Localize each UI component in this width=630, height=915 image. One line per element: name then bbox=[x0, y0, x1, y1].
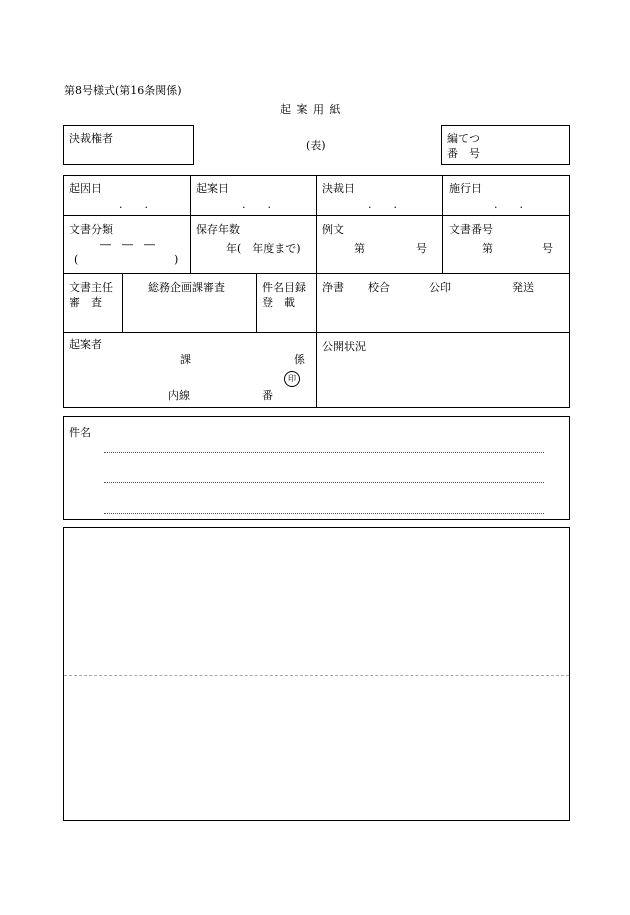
body-divider bbox=[64, 675, 569, 676]
subject-label: 件名 bbox=[69, 426, 91, 439]
filing-label-line2: 番 号 bbox=[447, 147, 480, 160]
chief-review-cell[interactable] bbox=[64, 273, 122, 332]
subject-box[interactable] bbox=[63, 416, 570, 520]
number-label: 番 bbox=[262, 389, 273, 402]
doc-number-label: 文書番号 bbox=[449, 223, 493, 236]
doc-class-dashes: ― ― ― bbox=[100, 238, 155, 251]
enforcement-date-dots: . . bbox=[494, 198, 523, 211]
section-label: 課 bbox=[180, 353, 191, 366]
chief-line1: 文書主任 bbox=[69, 281, 113, 294]
retention-label: 保存年数 bbox=[196, 223, 240, 236]
dispatch-label: 発送 bbox=[512, 281, 534, 294]
side-label: (表) bbox=[306, 139, 326, 152]
body-box[interactable] bbox=[63, 527, 570, 821]
enforcement-date-cell[interactable] bbox=[442, 176, 570, 215]
enforcement-date-label: 施行日 bbox=[449, 182, 482, 195]
approval-grid bbox=[63, 175, 570, 408]
general-affairs-review-label: 総務企画課審査 bbox=[148, 281, 225, 294]
disclosure-cell[interactable] bbox=[316, 332, 570, 407]
filing-number-box[interactable] bbox=[441, 125, 570, 165]
official-seal-label: 公印 bbox=[429, 281, 451, 294]
form-number: 第8号様式(第16条関係) bbox=[64, 84, 182, 97]
retention-cell[interactable] bbox=[190, 215, 316, 273]
decision-date-cell[interactable] bbox=[316, 176, 442, 215]
doc-class-paren-open: ( bbox=[74, 253, 79, 266]
form-title: 起 案 用 紙 bbox=[280, 103, 342, 116]
doc-class-paren-close: ) bbox=[174, 253, 179, 266]
subject-line bbox=[104, 452, 544, 453]
filing-label-line1: 編てつ bbox=[447, 132, 480, 145]
decision-date-dots: . . bbox=[368, 198, 397, 211]
subject-line bbox=[104, 482, 544, 483]
retention-value: 年( 年度まで) bbox=[226, 242, 301, 255]
clean-copy-label: 浄書 bbox=[322, 281, 344, 294]
doc-class-cell[interactable] bbox=[64, 215, 190, 273]
example-label: 例文 bbox=[322, 223, 344, 236]
drafter-cell[interactable] bbox=[64, 332, 316, 407]
seal-mark: 印 bbox=[284, 371, 300, 387]
collation-label: 校合 bbox=[368, 281, 390, 294]
doc-number-go: 号 bbox=[542, 242, 553, 255]
authority-label: 決裁権者 bbox=[69, 132, 113, 145]
doc-class-label: 文書分類 bbox=[69, 223, 113, 236]
example-dai: 第 bbox=[354, 242, 365, 255]
doc-number-dai: 第 bbox=[482, 242, 493, 255]
extension-label: 内線 bbox=[168, 389, 190, 402]
subject-line bbox=[104, 513, 544, 514]
chief-line2: 審 査 bbox=[69, 296, 102, 309]
subject-index-line2: 登 載 bbox=[262, 296, 295, 309]
processing-cell[interactable] bbox=[316, 273, 570, 332]
drafter-label: 起案者 bbox=[69, 338, 102, 351]
general-affairs-review-cell[interactable] bbox=[122, 273, 256, 332]
example-cell[interactable] bbox=[316, 215, 442, 273]
disclosure-label: 公開状況 bbox=[322, 340, 366, 353]
draft-date-dots: . . bbox=[242, 198, 271, 211]
cause-date-label: 起因日 bbox=[69, 182, 102, 195]
cause-date-cell[interactable] bbox=[64, 176, 190, 215]
decision-date-label: 決裁日 bbox=[322, 182, 355, 195]
subject-index-line1: 件名目録 bbox=[262, 281, 306, 294]
authority-box[interactable] bbox=[63, 125, 194, 165]
draft-date-cell[interactable] bbox=[190, 176, 316, 215]
doc-number-cell[interactable] bbox=[442, 215, 570, 273]
subject-index-cell[interactable] bbox=[256, 273, 316, 332]
example-go: 号 bbox=[416, 242, 427, 255]
unit-label: 係 bbox=[294, 353, 305, 366]
draft-date-label: 起案日 bbox=[196, 182, 229, 195]
cause-date-dots: . . bbox=[119, 198, 148, 211]
